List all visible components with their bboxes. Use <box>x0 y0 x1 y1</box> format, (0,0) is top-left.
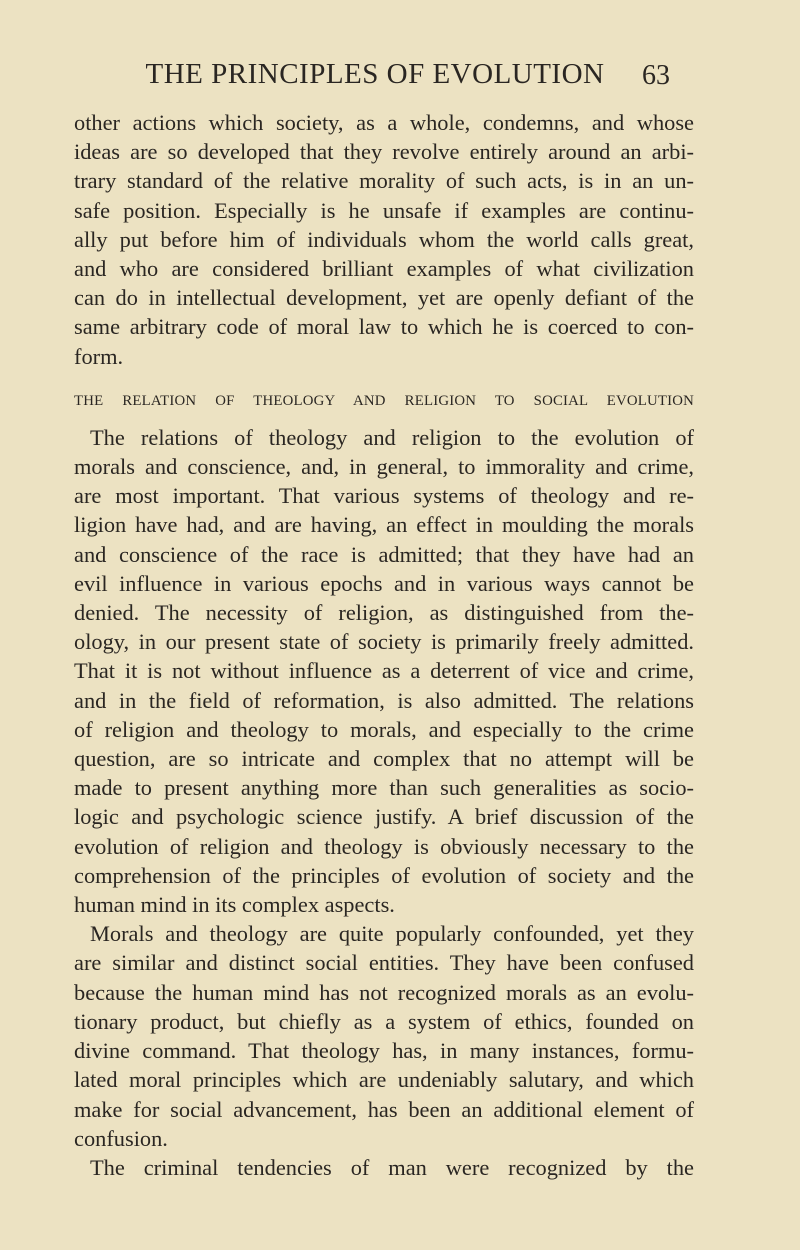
text-line: ology, in our present state of society is primarily freely admitted. <box>74 629 694 655</box>
text-line: The criminal tendencies of man were recognized by the <box>90 1154 694 1180</box>
text-line: divine command. That theology has, in many instances, formu- <box>74 1038 694 1064</box>
text-line: are similar and distinct social entities. They have been confused <box>74 950 694 976</box>
paragraph <box>74 1153 694 1182</box>
text-line: confusion. <box>74 1125 168 1151</box>
section-heading: THE RELATION OF THEOLOGY AND RELIGION TO SOCIAL EVOLUTION <box>74 392 694 409</box>
paragraph <box>74 423 694 919</box>
body-text <box>74 108 694 1182</box>
text-line: can do in intellectual development, yet are openly defiant of the <box>74 285 694 311</box>
text-line: and conscience of the race is admitted; that they have had an <box>74 541 694 567</box>
text-line: are most important. That various systems of theology and re- <box>74 483 694 509</box>
text-line: trary standard of the relative morality of such acts, is in an un- <box>74 168 694 194</box>
text-line: other actions which society, as a whole, condemns, and whose <box>74 110 694 135</box>
running-title: THE PRINCIPLES OF EVOLUTION <box>145 58 605 90</box>
text-line: evolution of religion and theology is obviously necessary to the <box>74 833 694 859</box>
text-line: comprehension of the principles of evolution of society and the <box>74 862 694 888</box>
text-line: and in the field of reformation, is also admitted. The relations <box>74 687 694 713</box>
running-head <box>80 58 670 102</box>
text-line: ideas are so developed that they revolve entirely around an arbi- <box>74 139 694 165</box>
text-line: safe position. Especially is he unsafe if examples are continu- <box>74 197 694 223</box>
text-line: lated moral principles which are undeniably salutary, and which <box>74 1067 694 1093</box>
text-line: form. <box>74 343 124 369</box>
text-line: denied. The necessity of religion, as distinguished from the- <box>74 600 694 626</box>
text-line: human mind in its complex aspects. <box>74 892 395 918</box>
text-line: because the human mind has not recognized morals as an evolu- <box>74 979 694 1005</box>
text-line: evil influence in various epochs and in various ways cannot be <box>74 570 694 596</box>
text-line: and who are considered brilliant examples of what civilization <box>74 256 694 282</box>
text-line: make for social advancement, has been an additional element of <box>74 1096 694 1122</box>
text-line: That it is not without influence as a deterrent of vice and crime, <box>74 658 694 684</box>
text-line: same arbitrary code of moral law to which he is coerced to con- <box>74 314 694 340</box>
page-number: 63 <box>642 60 670 91</box>
text-line: ligion have had, and are having, an effect in moulding the morals <box>74 512 694 538</box>
text-line: question, are so intricate and complex that no attempt will be <box>74 746 694 772</box>
text-line: made to present anything more than such generalities as socio- <box>74 775 694 801</box>
paragraph <box>74 919 694 1153</box>
text-line: ally put before him of individuals whom the world calls great, <box>74 226 694 252</box>
text-line: logic and psychologic science justify. A brief discussion of the <box>74 804 694 830</box>
text-line: morals and conscience, and, in general, to immorality and crime, <box>74 454 694 480</box>
paragraph-continued <box>74 108 694 371</box>
text-line: tionary product, but chiefly as a system of ethics, founded on <box>74 1008 694 1034</box>
text-line: The relations of theology and religion to the evolution of <box>90 424 694 450</box>
text-line: Morals and theology are quite popularly confounded, yet they <box>90 921 694 947</box>
text-line: of religion and theology to morals, and especially to the crime <box>74 716 694 742</box>
